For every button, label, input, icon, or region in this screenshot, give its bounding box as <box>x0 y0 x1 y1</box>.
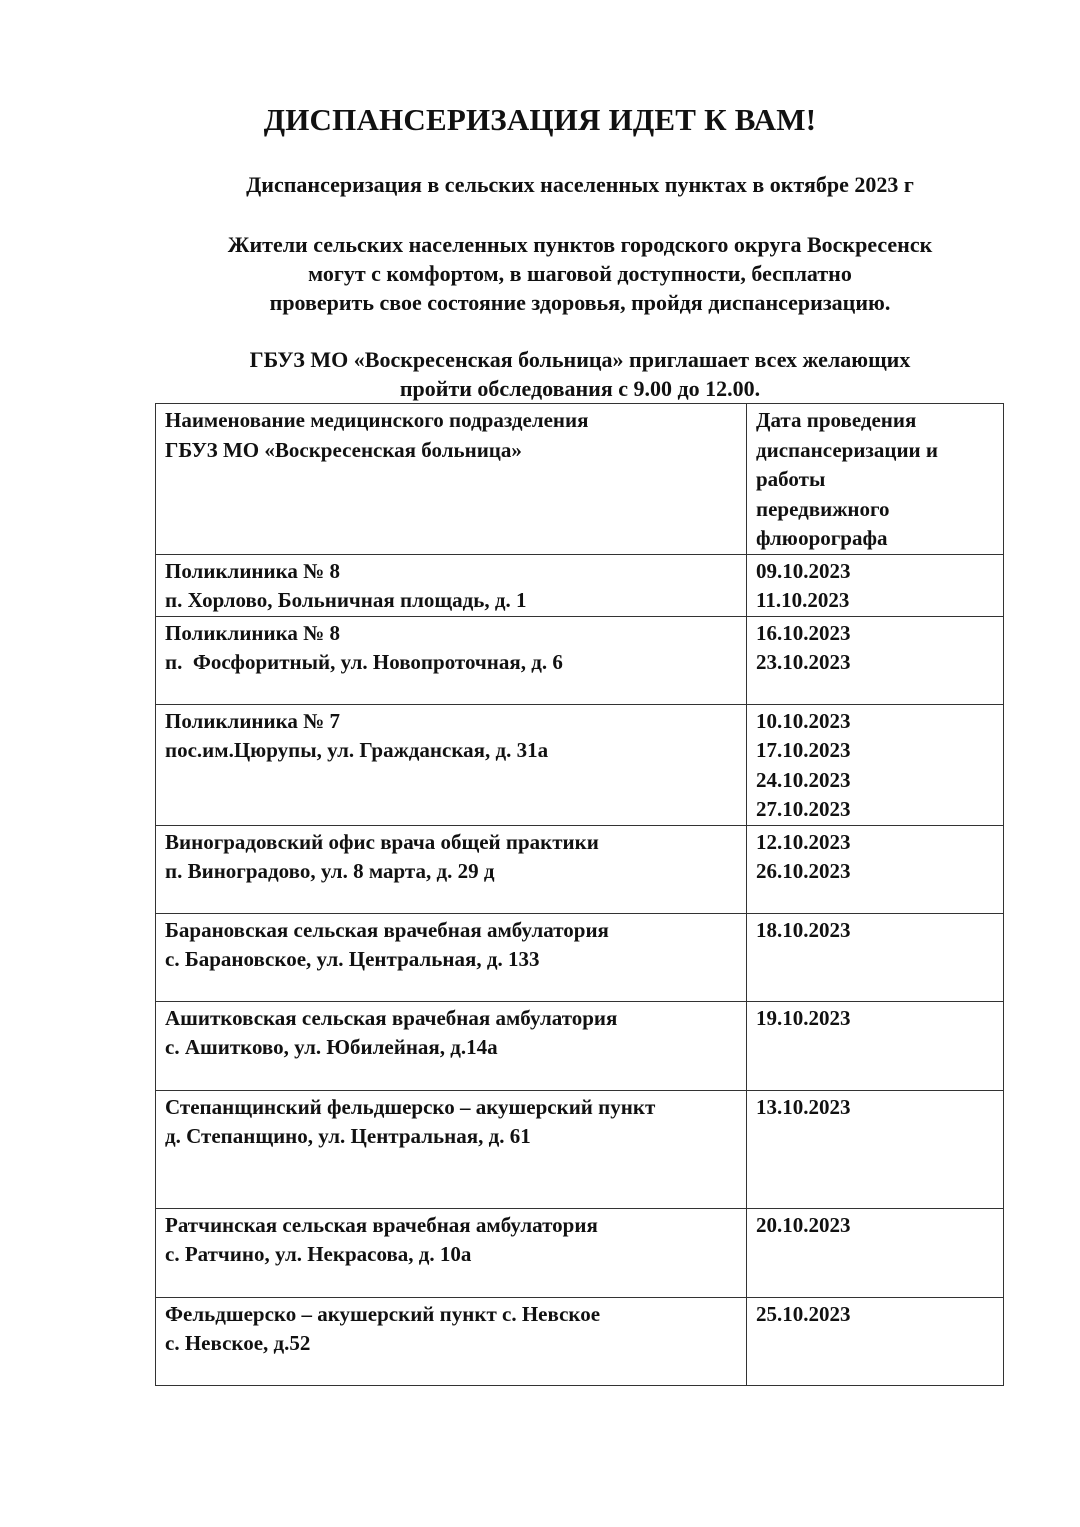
unit-cell <box>156 554 747 616</box>
date-value: 27.10.2023 <box>756 797 851 821</box>
intro-line: Жители сельских населенных пунктов городского округа Воскресенск <box>227 232 933 257</box>
unit-address: с. Ашитково, ул. Юбилейная, д.14а <box>165 1035 498 1059</box>
unit-cell <box>156 825 747 913</box>
unit-cell <box>156 1297 747 1385</box>
unit-cell <box>156 616 747 704</box>
header-dates-line: флюорографа <box>756 526 888 550</box>
header-unit-line: Наименование медицинского подразделения <box>165 408 589 432</box>
header-unit-line: ГБУЗ МО «Воскресенская больница» <box>165 437 522 462</box>
unit-name: Фельдшерско – акушерский пункт с. Невское <box>165 1301 601 1326</box>
header-dates-line: диспансеризации и <box>756 437 939 462</box>
dates-cell <box>747 554 1004 616</box>
table-row <box>156 1297 1004 1385</box>
header-dates-line: передвижного <box>756 496 890 521</box>
intro-line: могут с комфортом, в шаговой доступности, бесплатно <box>308 261 852 286</box>
unit-cell <box>156 913 747 1001</box>
unit-name: Поликлиника № 8 <box>165 620 341 645</box>
table-row <box>156 1208 1004 1297</box>
unit-address: п. Хорлово, Больничная площадь, д. 1 <box>165 588 527 612</box>
unit-name: Поликлиника № 7 <box>165 708 341 733</box>
date-value: 19.10.2023 <box>756 1005 851 1030</box>
date-value: 25.10.2023 <box>756 1301 851 1326</box>
unit-name: Виноградовский офис врача общей практики <box>165 829 599 854</box>
date-value: 11.10.2023 <box>756 588 850 612</box>
date-value: 26.10.2023 <box>756 859 851 883</box>
intro-paragraph <box>0 230 1080 317</box>
table-row <box>156 1001 1004 1090</box>
table-row <box>156 1090 1004 1208</box>
table-row <box>156 704 1004 825</box>
unit-cell <box>156 704 747 825</box>
unit-address: п. Фосфоритный, ул. Новопроточная, д. 6 <box>165 650 563 674</box>
header-dates-line: работы <box>756 467 826 491</box>
dates-cell <box>747 1090 1004 1208</box>
date-value: 24.10.2023 <box>756 767 851 792</box>
dates-cell <box>747 1208 1004 1297</box>
dates-cell <box>747 704 1004 825</box>
invite-line: ГБУЗ МО «Воскресенская больница» приглашает всех желающих <box>249 347 911 372</box>
unit-name: Ратчинская сельская врачебная амбулатория <box>165 1212 598 1237</box>
page-subtitle: Диспансеризация в сельских населенных пунктах в октябре 2023 г <box>246 172 914 197</box>
date-value: 16.10.2023 <box>756 620 851 645</box>
header-dates-cell <box>747 404 1004 555</box>
unit-cell <box>156 1090 747 1208</box>
unit-name: Барановская сельская врачебная амбулатория <box>165 917 609 942</box>
unit-address: с. Невское, д.52 <box>165 1331 311 1355</box>
unit-name: Ашитковская сельская врачебная амбулатория <box>165 1005 618 1030</box>
unit-address: п. Виноградово, ул. 8 марта, д. 29 д <box>165 859 495 883</box>
page-title: ДИСПАНСЕРИЗАЦИЯ ИДЕТ К ВАМ! <box>263 102 817 137</box>
dates-cell <box>747 825 1004 913</box>
invite-line: пройти обследования с 9.00 до 12.00. <box>399 376 761 401</box>
date-value: 18.10.2023 <box>756 917 851 942</box>
table-row <box>156 913 1004 1001</box>
table-row <box>156 554 1004 616</box>
date-value: 10.10.2023 <box>756 708 851 733</box>
date-value: 17.10.2023 <box>756 738 851 762</box>
date-value: 13.10.2023 <box>756 1094 851 1119</box>
unit-cell <box>156 1208 747 1297</box>
unit-cell <box>156 1001 747 1090</box>
header-dates-line: Дата проведения <box>756 408 917 432</box>
date-value: 20.10.2023 <box>756 1212 851 1237</box>
table-row <box>156 616 1004 704</box>
intro-line: проверить свое состояние здоровья, пройдя диспансеризацию. <box>269 290 891 315</box>
unit-address: с. Барановское, ул. Центральная, д. 133 <box>165 947 540 971</box>
date-value: 09.10.2023 <box>756 558 851 583</box>
date-value: 12.10.2023 <box>756 829 851 854</box>
dates-cell <box>747 1001 1004 1090</box>
unit-name: Поликлиника № 8 <box>165 558 341 583</box>
unit-address: с. Ратчино, ул. Некрасова, д. 10а <box>165 1242 472 1266</box>
unit-name: Степанщинский фельдшерско – акушерский пункт <box>165 1094 656 1119</box>
table-row <box>156 825 1004 913</box>
dates-cell <box>747 913 1004 1001</box>
invite-paragraph <box>0 345 1080 403</box>
date-value: 23.10.2023 <box>756 650 851 674</box>
dates-cell <box>747 1297 1004 1385</box>
schedule-table <box>155 403 1004 1386</box>
unit-address: д. Степанщино, ул. Центральная, д. 61 <box>165 1124 531 1148</box>
unit-address: пос.им.Цюрупы, ул. Гражданская, д. 31а <box>165 738 549 762</box>
table-header-row <box>156 404 1004 555</box>
dates-cell <box>747 616 1004 704</box>
header-unit-cell <box>156 404 747 555</box>
